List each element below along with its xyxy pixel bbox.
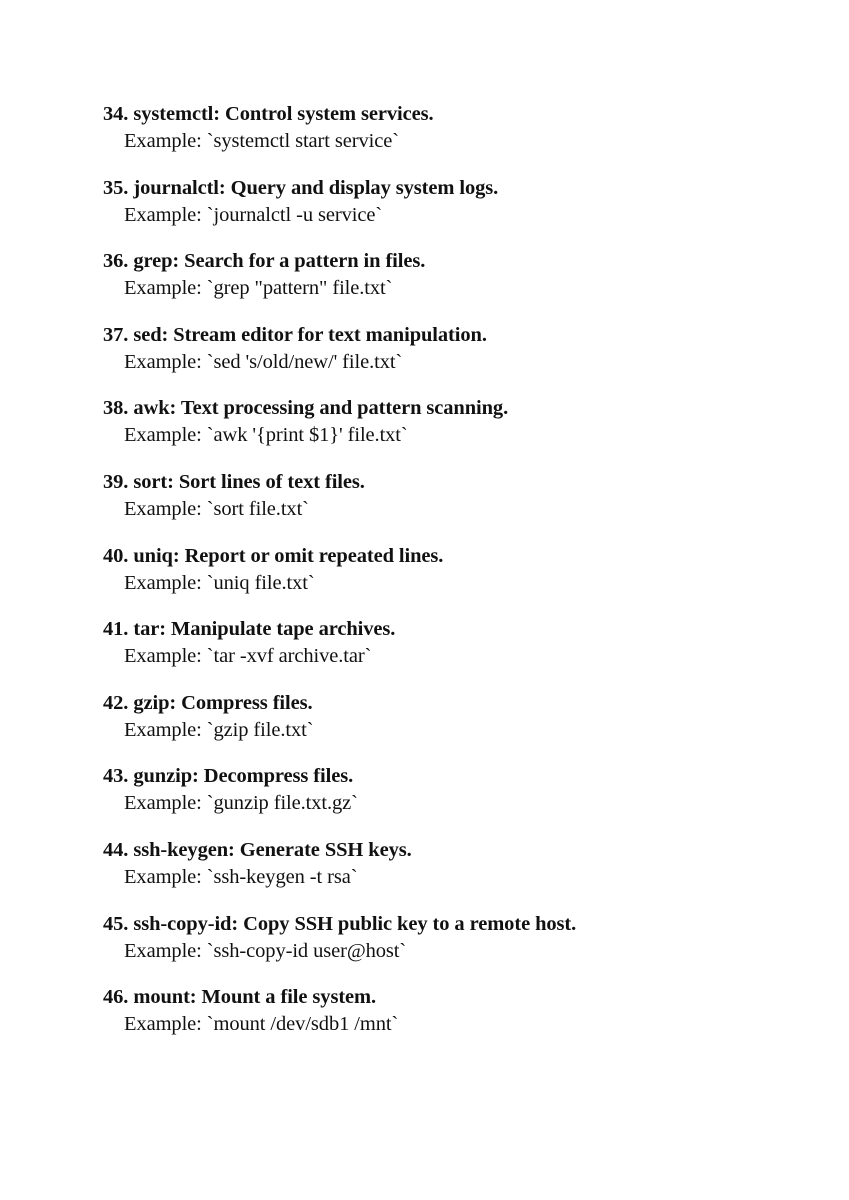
command-example: Example: `gunzip file.txt.gz`: [124, 792, 358, 815]
list-item: [103, 468, 823, 542]
command-title: 36. grep: Search for a pattern in files.: [103, 250, 426, 273]
command-example: Example: `mount /dev/sdb1 /mnt`: [124, 1013, 399, 1036]
list-item: [103, 321, 823, 395]
command-example: Example: `sed 's/old/new/' file.txt`: [124, 350, 403, 373]
command-example: Example: `systemctl start service`: [124, 130, 399, 152]
list-item: [103, 247, 823, 321]
command-title: 37. sed: Stream editor for text manipulation.: [103, 323, 487, 346]
list-item: [103, 100, 823, 174]
list-item: [103, 174, 823, 248]
command-title: 40. uniq: Report or omit repeated lines.: [103, 544, 444, 567]
command-example: Example: `tar -xvf archive.tar`: [124, 645, 372, 668]
command-title: 35. journalctl: Query and display system logs.: [103, 176, 499, 199]
command-title: 45. ssh-copy-id: Copy SSH public key to a remote host.: [103, 912, 577, 935]
command-example: Example: `sort file.txt`: [124, 497, 309, 520]
command-example: Example: `journalctl -u service`: [124, 203, 383, 226]
list-item: [103, 542, 823, 616]
list-item: [103, 836, 823, 910]
list-item: [103, 762, 823, 836]
command-example: Example: `ssh-keygen -t rsa`: [124, 865, 358, 888]
command-title: 41. tar: Manipulate tape archives.: [103, 618, 396, 641]
command-list: [103, 100, 823, 1057]
list-item: [103, 615, 823, 689]
list-item: [103, 983, 823, 1057]
command-example: Example: `uniq file.txt`: [124, 571, 315, 594]
list-item: [103, 394, 823, 468]
command-title: 42. gzip: Compress files.: [103, 691, 313, 714]
command-title: 43. gunzip: Decompress files.: [103, 765, 354, 788]
list-item: [103, 689, 823, 763]
command-example: Example: `awk '{print $1}' file.txt`: [124, 424, 408, 447]
command-title: 34. systemctl: Control system services.: [103, 103, 434, 125]
command-example: Example: `grep "pattern" file.txt`: [124, 277, 393, 300]
command-title: 38. awk: Text processing and pattern scanning.: [103, 397, 509, 420]
command-title: 46. mount: Mount a file system.: [103, 986, 377, 1009]
command-example: Example: `ssh-copy-id user@host`: [124, 939, 407, 962]
command-title: 44. ssh-keygen: Generate SSH keys.: [103, 838, 412, 861]
command-example: Example: `gzip file.txt`: [124, 718, 314, 741]
list-item: [103, 910, 823, 984]
command-title: 39. sort: Sort lines of text files.: [103, 470, 365, 493]
